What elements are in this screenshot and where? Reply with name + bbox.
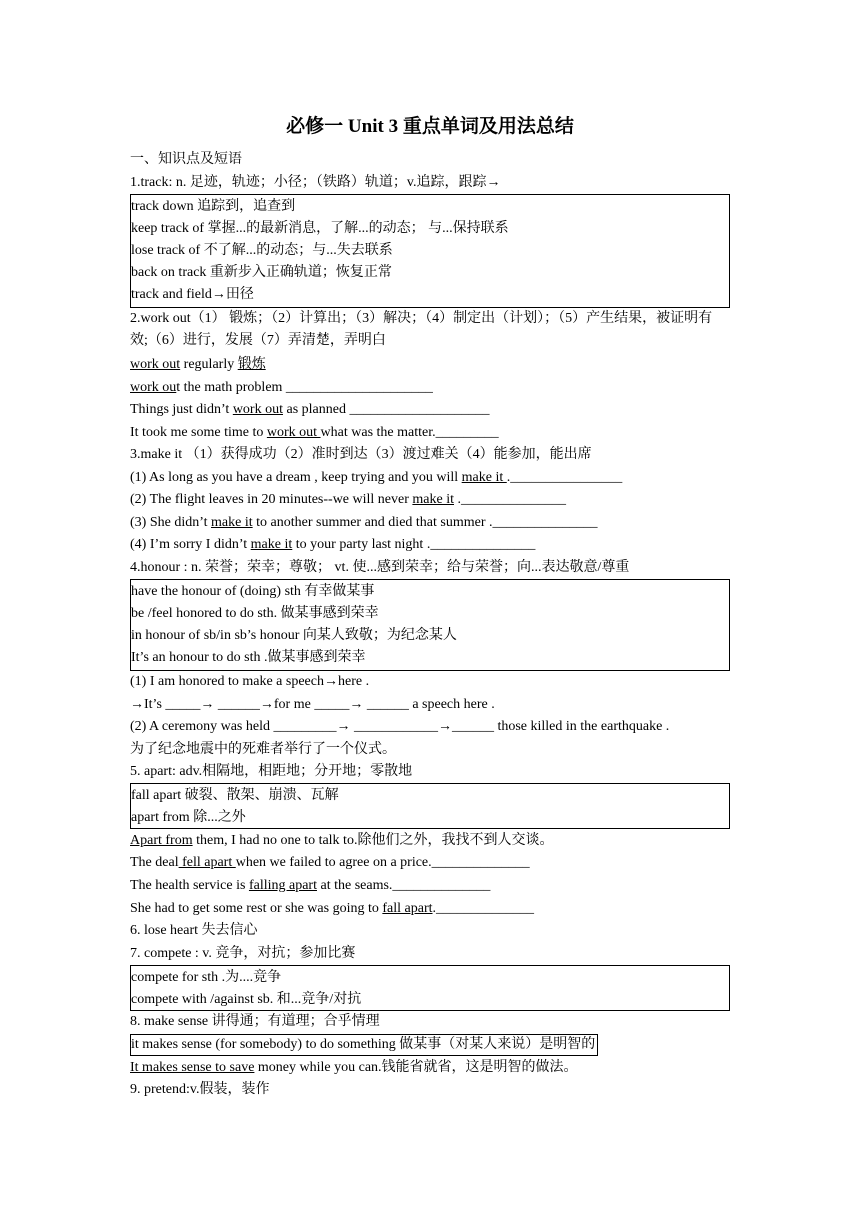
underlined-phrase: It makes sense to save [130,1060,255,1075]
example-text: at the seams.______________ [316,878,491,893]
example-line [130,377,433,399]
underlined-phrase: falling apart [248,878,317,893]
entry-track-heading: 1.track: n. 足迹，轨迹；小径；（铁路）轨道；v.追踪，跟踪→ [130,175,501,190]
entry-apart-heading: 5. apart: adv.相隔地，相距地；分开地；零散地 [130,764,413,779]
example-text: The deal [130,855,179,870]
entry-pretend-heading: 9. pretend:v.假装，装作 [130,1082,270,1097]
example-text: It took me some time to [130,425,267,440]
phrase-item: in honour of sb/in sb’s honour 向某人致敬；为纪念某人 [131,628,457,643]
phrase-item: It’s an honour to do sth .做某事感到荣幸 [131,650,366,665]
exercise-line: (2) A ceremony was held _________→ ____________→______ those killed in the earthquake . [130,719,670,734]
example-line [130,512,598,534]
phrase-item: lose track of 不了解...的动态；与...失去联系 [131,243,393,258]
example-text: .______________ [432,901,534,916]
example-text: The health service is [130,878,249,893]
example-text: (1) As long as you have a dream , keep trying and you will [130,470,462,485]
example-text: Things just didn’t [130,402,233,417]
exercise-line: (1) I am honored to make a speech→here . [130,674,370,689]
underlined-phrase: work out [266,425,321,440]
example-text: She had to get some rest or she was going to [130,901,383,916]
phrase-item: apart from 除...之外 [131,810,246,825]
example-text: (2) The flight leaves in 20 minutes--we will never [130,492,413,507]
phrase-item: compete with /against sb. 和...竞争/对抗 [131,992,362,1007]
example-text: when we failed to agree on a price.______________ [235,855,530,870]
entry-makesense-heading: 8. make sense 讲得通；有道理；合乎情理 [130,1014,380,1029]
example-text: to another summer and died that summer ._______________ [252,515,598,530]
underlined-phrase: fell apart [178,855,236,870]
entry-workout-heading: 2.work out（1） 锻炼；（2）计算出；（3）解决；（4）制定出（计划）；（5）产生结果，被证明有效;（6）进行，发展（7）弄清楚，弄明白 [130,311,713,348]
exercise-line: →It’s _____→ ______→for me _____→ ______ a speech here . [130,697,495,712]
example-text: (4) I’m sorry I didn’t [130,537,251,552]
example-line [130,489,566,511]
example-line [130,830,553,852]
phrase-item: be /feel honored to do sth. 做某事感到荣幸 [131,606,379,621]
underlined-phrase: work out [232,402,283,417]
example-line [130,1057,578,1079]
example-text: what was the matter._________ [320,425,499,440]
example-text: as planned ____________________ [282,402,490,417]
example-text: ._______________ [454,492,566,507]
example-text: money while you can.钱能省就省，这是明智的做法。 [254,1060,578,1075]
example-text: t the math problem _____________________ [176,380,433,395]
example-line [130,422,499,444]
underlined-phrase: work out [130,357,181,372]
underlined-phrase: work ou [130,380,177,395]
phrase-item: have the honour of (doing) sth 有幸做某事 [131,584,375,599]
phrase-item: back on track 重新步入正确轨道；恢复正常 [131,265,392,280]
phrase-box-honour [130,579,730,671]
example-line [130,852,530,874]
phrase-box-makesense: it makes sense (for somebody) to do something 做某事（对某人来说）是明智的 [130,1034,598,1056]
example-text: (3) She didn’t [130,515,212,530]
phrase-item: compete for sth .为....竞争 [131,970,282,985]
example-line [130,534,535,556]
example-line [130,875,490,897]
exercise-line: 为了纪念地震中的死难者举行了一个仪式。 [130,742,396,757]
example-text: them, I had no one to talk to.除他们之外，我找不到人交谈。 [192,833,554,848]
entry-compete-heading: 7. compete : v. 竞争，对抗；参加比赛 [130,946,356,961]
underlined-phrase: make it [461,470,507,485]
underlined-phrase: make it [211,515,253,530]
underlined-phrase: make it [250,537,293,552]
entry-loseheart-heading: 6. lose heart 失去信心 [130,923,258,938]
section-heading: 一、知识点及短语 [130,152,242,167]
underlined-phrase: make it [412,492,454,507]
example-line [130,354,266,376]
entry-honour-heading: 4.honour : n. 荣誉；荣幸；尊敬； vt. 使...感到荣幸；给与荣誉；向...表达敬意/尊重 [130,560,630,575]
example-line [130,898,534,920]
example-text: to your party last night ._______________ [292,537,536,552]
underlined-phrase: Apart from [130,833,193,848]
example-line [130,399,489,421]
phrase-box-compete [130,965,730,1011]
answer-text: 锻炼 [237,357,266,372]
page-title: 必修一 Unit 3 重点单词及用法总结 [286,116,574,137]
underlined-phrase: fall apart [382,901,433,916]
example-line [130,467,622,489]
phrase-item: keep track of 掌握...的最新消息，了解...的动态； 与...保持联系 [131,221,509,236]
phrase-item: track down 追踪到，追查到 [131,199,296,214]
example-text: .________________ [506,470,623,485]
phrase-item: track and field→田径 [131,287,254,302]
phrase-box-apart [130,783,730,829]
phrase-item: fall apart 破裂、散架、崩溃、瓦解 [131,788,339,803]
phrase-box-track [130,194,730,308]
entry-makeit-heading: 3.make it （1）获得成功（2）准时到达（3）渡过难关（4）能参加，能出席 [130,447,592,462]
example-text: regularly [180,357,238,372]
